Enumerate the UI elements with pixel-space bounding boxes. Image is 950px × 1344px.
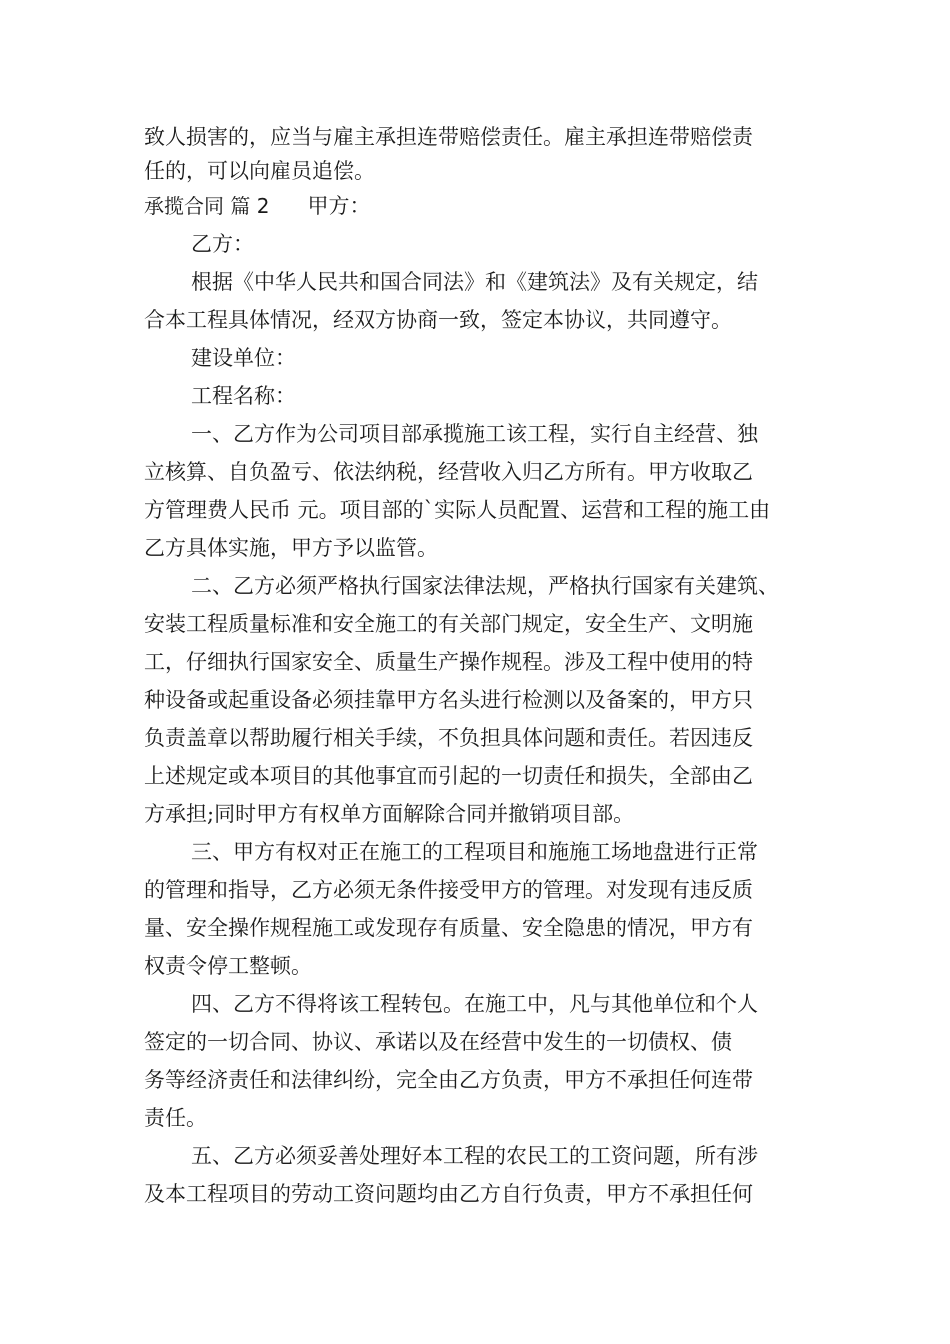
paragraph-project-name bbox=[144, 377, 824, 415]
text-line: 致人损害的，应当与雇主承担连带赔偿责任。雇主承担连带赔偿责 bbox=[144, 125, 753, 149]
paragraph-clause-2 bbox=[144, 567, 824, 833]
text-line: 立核算、自负盈亏、依法纳税，经营收入归乙方所有。甲方收取乙 bbox=[144, 460, 753, 484]
paragraph-basis bbox=[144, 263, 824, 339]
text-line: 工，仔细执行国家安全、质量生产操作规程。涉及工程中使用的特 bbox=[144, 650, 753, 674]
text-line: 三、甲方有权对正在施工的工程项目和施施工场地盘进行正常 bbox=[191, 840, 758, 864]
paragraph-clause-1 bbox=[144, 415, 824, 567]
text-line: 种设备或起重设备必须挂靠甲方名头进行检测以及备案的，甲方只 bbox=[144, 688, 753, 712]
paragraph-previous bbox=[144, 118, 824, 187]
text-line: 乙方具体实施，甲方予以监管。 bbox=[144, 536, 438, 560]
text-line: 务等经济责任和法律纠纷，完全由乙方负责，甲方不承担任何连带 bbox=[144, 1068, 753, 1092]
text-line: 及本工程项目的劳动工资问题均由乙方自行负责，甲方不承担任何 bbox=[144, 1182, 753, 1206]
text-line: 根据《中华人民共和国合同法》和《建筑法》及有关规定，结 bbox=[191, 270, 758, 294]
text-line: 合本工程具体情况，经双方协商一致，签定本协议，共同遵守。 bbox=[144, 308, 732, 332]
text-line: 量、安全操作规程施工或发现存有质量、安全隐患的情况，甲方有 bbox=[144, 916, 753, 940]
text-line: 签定的一切合同、协议、承诺以及在经营中发生的一切债权、债 bbox=[144, 1030, 732, 1054]
section-heading bbox=[144, 187, 824, 225]
text-line: 建设单位： bbox=[191, 346, 296, 370]
text-line: 方管理费人民币 元。项目部的`实际人员配置、运营和工程的施工由 bbox=[144, 498, 771, 522]
text-line: 权责令停工整顿。 bbox=[144, 954, 312, 978]
text-line: 五、乙方必须妥善处理好本工程的农民工的工资问题，所有涉 bbox=[191, 1144, 758, 1168]
text-line: 乙方： bbox=[191, 232, 254, 256]
contract-title: 承揽合同 篇 2 bbox=[144, 194, 270, 218]
paragraph-party-b bbox=[144, 225, 824, 263]
paragraph-construction-unit bbox=[144, 339, 824, 377]
text-line: 责任。 bbox=[144, 1106, 207, 1130]
paragraph-clause-5 bbox=[144, 1137, 824, 1213]
text-line: 的管理和指导，乙方必须无条件接受甲方的管理。对发现有违反质 bbox=[144, 878, 753, 902]
text-line: 四、乙方不得将该工程转包。在施工中，凡与其他单位和个人 bbox=[191, 992, 758, 1016]
document-body bbox=[144, 118, 824, 1213]
text-line: 安装工程质量标准和安全施工的有关部门规定，安全生产、文明施 bbox=[144, 612, 753, 636]
text-line: 上述规定或本项目的其他事宜而引起的一切责任和损失，全部由乙 bbox=[144, 764, 753, 788]
text-line: 一、乙方作为公司项目部承揽施工该工程，实行自主经营、独 bbox=[191, 422, 758, 446]
text-line: 二、乙方必须严格执行国家法律法规，严格执行国家有关建筑、 bbox=[191, 574, 779, 598]
text-line: 负责盖章以帮助履行相关手续，不负担具体问题和责任。若因违反 bbox=[144, 726, 753, 750]
text-line: 方承担;同时甲方有权单方面解除合同并撤销项目部。 bbox=[144, 802, 635, 826]
paragraph-clause-3 bbox=[144, 833, 824, 985]
text-line: 任的，可以向雇员追偿。 bbox=[144, 159, 375, 183]
text-line: 工程名称： bbox=[191, 384, 296, 408]
party-a-label: 甲方： bbox=[307, 194, 371, 218]
paragraph-clause-4 bbox=[144, 985, 824, 1137]
